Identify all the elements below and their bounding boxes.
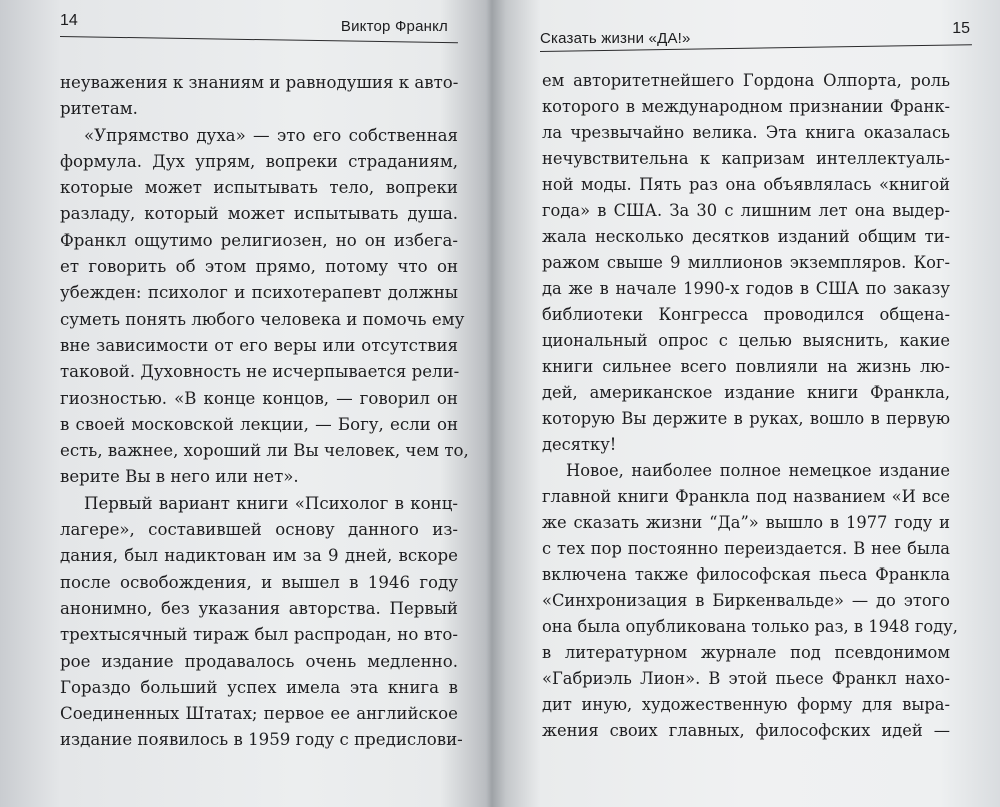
text-line: трехтысячный тираж был распродан, но вто-: [60, 625, 458, 645]
page-number: 15: [952, 20, 970, 37]
text-line: циональный опрос с целью выяснить, какие: [542, 331, 950, 350]
text-line: Гораздо больший успех имела эта книга в: [60, 677, 458, 697]
text-line: рое издание продавалось очень медленно.: [60, 651, 458, 671]
text-line: Франкл ощутимо религиозен, но он избега-: [60, 230, 458, 250]
page-number: 14: [60, 12, 78, 29]
right-page: [500, 0, 1000, 807]
text-line: которую Вы держите в руках, вошло в первую: [542, 409, 950, 428]
text-line: «Упрямство духа» — это его собственная: [84, 125, 458, 145]
text-line: нечувствительна к капризам интеллектуаль-: [542, 149, 950, 168]
text-line: таковой. Духовность не исчерпывается рели-: [60, 362, 460, 382]
text-line: ной моды. Пять раз она объявлялась «книгой: [542, 175, 950, 194]
text-line: после освобождения, и вышел в 1946 году: [60, 572, 458, 592]
text-line: в своей московской лекции, — Богу, если он: [60, 414, 458, 434]
text-line: библиотеки Конгресса проводился общена-: [542, 305, 950, 324]
text-line: суметь понять любого человека и помочь ему: [60, 309, 465, 329]
text-line: Соединенных Штатах; первое ее английское: [60, 704, 458, 724]
text-line: включена также философская пьеса Франкла: [542, 565, 950, 584]
left-running-head: [60, 12, 456, 36]
text-line: ритетам.: [60, 99, 138, 119]
text-line: верите Вы в него или нет».: [60, 467, 299, 487]
text-line: дания, был надиктован им за 9 дней, вскоре: [60, 546, 458, 566]
text-line: она была опубликована только раз, в 1948 году,: [542, 617, 958, 636]
text-line: же сказать жизни “Да”» вышло в 1977 году и: [542, 513, 950, 532]
text-line: ражом свыше 9 миллионов экземпляров. Ког-: [542, 253, 950, 272]
text-line: гиозностью. «В конце концов, — говорил он: [60, 388, 458, 408]
text-line: главной книги Франкла под названием «И все: [542, 487, 950, 506]
text-line: которые может испытывать тело, вопреки: [60, 178, 458, 198]
header-rule: [60, 36, 458, 43]
left-body-text: [60, 70, 469, 754]
left-page: [0, 0, 486, 807]
text-line: дит иную, художественную форму для выра-: [542, 695, 950, 714]
right-running-head: [540, 20, 970, 47]
right-body-text: [542, 68, 958, 744]
text-line: да же в начале 1990-х годов в США по заказу: [542, 279, 950, 298]
text-line: в литературном журнале под псевдонимом: [542, 643, 950, 662]
text-line: анонимно, без указания авторства. Первый: [60, 598, 458, 618]
text-line: ла чрезвычайно велика. Эта книга оказалась: [542, 123, 950, 142]
chapter-header: Сказать жизни «ДА!»: [540, 30, 691, 47]
text-line: книги сильнее всего повлияли на жизнь лю-: [542, 357, 950, 376]
text-line: Новое, наиболее полное немецкое издание: [566, 461, 950, 480]
text-line: десятку!: [542, 435, 617, 454]
text-line: формула. Дух упрям, вопреки страданиям,: [60, 151, 458, 171]
text-line: дей, американское издание книги Франкла,: [542, 383, 950, 402]
text-line: есть, важнее, хороший ли Вы человек, чем то,: [60, 441, 469, 461]
text-line: Первый вариант книги «Психолог в конц-: [84, 493, 458, 513]
text-line: которого в международном признании Франк-: [542, 97, 950, 116]
text-line: ет говорить об этом прямо, потому что он: [60, 257, 458, 277]
text-line: лагере», составившей основу данного из-: [60, 520, 458, 540]
text-line: жения своих главных, философских идей —: [542, 721, 950, 740]
text-line: с тех пор постоянно переиздается. В нее была: [542, 539, 950, 558]
text-line: «Синхронизация в Биркенвальде» — до этого: [542, 591, 950, 610]
text-line: вне зависимости от его веры или отсутствия: [60, 335, 458, 355]
text-line: разладу, который может испытывать душа.: [60, 204, 458, 224]
text-line: ем авторитетнейшего Гордона Олпорта, роль: [542, 71, 950, 90]
author-header: Виктор Франкл: [340, 18, 448, 35]
text-line: убежден: психолог и психотерапевт должны: [60, 283, 458, 303]
text-line: жала несколько десятков изданий общим ти-: [542, 227, 950, 246]
text-line: года» в США. За 30 с лишним лет она выдер-: [542, 201, 950, 220]
text-line: издание появилось в 1959 году с предислови-: [60, 730, 463, 750]
text-line: неуважения к знаниям и равнодушия к авто-: [60, 73, 459, 92]
text-line: «Габриэль Лион». В этой пьесе Франкл нахо-: [542, 669, 950, 688]
